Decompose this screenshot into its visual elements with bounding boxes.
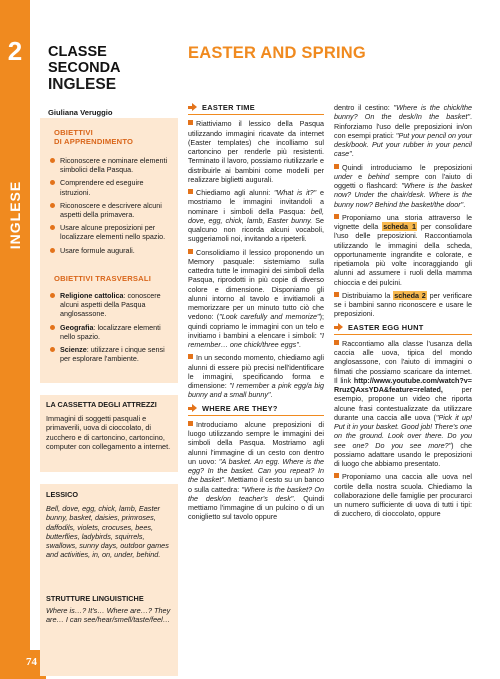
toolbox (46, 400, 172, 451)
author: Giuliana Veruggio (48, 108, 113, 117)
learning-objectives (40, 128, 178, 259)
chapter-number: 2 (7, 36, 23, 66)
arrow-right-icon (188, 404, 197, 413)
lexicon-text: Bell, dove, egg, chick, lamb, Easter bunny, basket, daisies, primroses, daffodils, violets, crocuses, bees, butterflies, ladybirds, squirrels, swallows, sunny days, outdoor games and activities, in, on, under, behind. (46, 504, 169, 560)
lexicon-heading: LESSICO (46, 490, 79, 499)
objectives-heading: OBIETTIVI DI APPRENDIMENTO (54, 128, 134, 146)
page-number: 74 (26, 656, 37, 668)
cross-objectives-list (40, 291, 178, 363)
square-bullet-icon (188, 120, 193, 125)
square-bullet-icon (188, 421, 193, 426)
list-item: Scienze: utilizzare i cinque sensi per esplorare l'ambiente. (50, 345, 172, 363)
square-bullet-icon (334, 214, 339, 219)
square-bullet-icon (334, 340, 339, 345)
cross-objectives-heading: OBIETTIVI TRASVERSALI (54, 274, 152, 283)
subject-vertical-label: INGLESE (7, 180, 23, 250)
divider (40, 472, 178, 484)
square-bullet-icon (334, 164, 339, 169)
list-item: Usare alcune preposizioni per localizzare elementi nello spazio. (50, 223, 172, 241)
page-title: EASTER AND SPRING (188, 44, 366, 62)
paragraph: Quindi introduciamo le preposizioni under e behind sempre con l'aiuto di oggetti o flashcard: "Where is the basket now? Under the chair/desk. Where is the bunny now? Behind the basket/the door". (334, 162, 472, 209)
lexicon (46, 490, 172, 560)
square-bullet-icon (334, 473, 339, 478)
square-bullet-icon (188, 189, 193, 194)
chapter-strip (0, 0, 30, 679)
left-header (48, 44, 178, 117)
section-heading-where: WHERE ARE THEY? (188, 404, 324, 416)
paragraph: Raccontiamo alla classe l'usanza della caccia alle uova, tipica del mondo anglosassone, con l'aiuto di immagini o filmati che possiamo scaricare da internet. Il link http://www.youtube.com/watch?v=RruzQAxsYDA&feature=related, per esempio, propone un video che riporta alcune frasi contestualizzate da utilizzare durante una caccia alle uova ("Pick it up! Put it in your basket. Good job! There's one on the ground. Look over there. Do you see one? Do you see more?") che possiamo adattare usando le preposizioni di luogo che abbiamo presentato. (334, 338, 473, 468)
square-bullet-icon (188, 354, 193, 359)
arrow-right-icon (188, 103, 197, 112)
list-item: Usare formule augurali. (50, 246, 172, 255)
toolbox-heading: LA CASSETTA DEGLI ATTREZZI (46, 400, 157, 409)
worksheet-ref: scheda 2 (394, 290, 426, 300)
divider (40, 383, 178, 395)
paragraph: In un secondo momento, chiediamo agli alunni di essere più precisi nell'identificare le immagini, specificando forma e dimensione: "I remember a pink egg/a big bunny and a small bunny". (188, 353, 324, 400)
class-title: CLASSE SECONDA (48, 44, 121, 76)
structures-heading: STRUTTURE LINGUISTICHE (46, 594, 144, 603)
list-item: Geografia: localizzare elementi nello spazio. (50, 323, 172, 341)
subject-title: INGLESE (48, 76, 117, 93)
list-item: Comprendere ed eseguire istruzioni. (50, 178, 172, 196)
objectives-list (40, 156, 178, 255)
square-bullet-icon (188, 249, 193, 254)
paragraph: dentro il cestino: "Where is the chick/the bunny? On the desk/In the basket". Rinforziamo l'uso delle preposizioni in/on con esempi pratici: "Put your pencil on your desk/book. Put your rubber in your pencil case". (334, 103, 472, 159)
paragraph: Consolidiamo il lessico proponendo un Memory pasquale: sistemiamo sulla cattedra tutte le immagini dei simboli della Pasqua, riprodotti in più copie di diverso colore e dimensione. Disponiamo gli alunni intorno al tavolo e invitiamoli a memorizzare per un minuto tutto ciò che vedono: ("Look carefully and memorize"); quindi copriamo le immagini con un telo e invitiamo i bambini a elencare i simboli: "I remember… one chick/three eggs". (188, 247, 324, 349)
structures (46, 594, 172, 625)
column-2 (334, 103, 472, 523)
list-item: Religione cattolica: conoscere alcuni aspetti della Pasqua anglosassone. (50, 291, 172, 319)
list-item: Riconoscere e nominare elementi simbolici della Pasqua. (50, 156, 172, 174)
paragraph: Riattiviamo il lessico della Pasqua utilizzando immagini ricavate da internet (Easter templates) che incolliamo sul cartoncino per renderle più resistenti. Terminato il lavoro, possiamo riutilizzarle e distribuirle ai bambini come modelli per realizzare biglietti augurali. (188, 119, 324, 184)
structures-text: Where is…? It's… Where are…? They are… I can see/hear/smell/taste/feel… (46, 606, 171, 625)
paragraph: Proponiamo una storia attraverso le vignette della scheda 1 per consolidare l'uso delle preposizioni. Raccontiamola utilizzando le immagini della scheda, opportunamente ingrandite e colorate, e ripetiamola più volte incoraggiando gli alunni ad assumere i ruoli della mamma chioccia e dei pulcini. (334, 212, 472, 287)
paragraph: Introduciamo alcune preposizioni di luogo utilizzando sempre le immagini dei simboli della Pasqua. Mostriamo agli alunni l'immagine di un cesto con dentro un uovo: "A basket. An egg. Where is the egg? In the basket. Can you repeat? In the basket". Mettiamo il cesto su un banco o sulla cattedra: "Where is the basket? On the desk/on teacher's desk". Quindi mettiamo l'immagine di un pulcino o di un coniglietto sul tavolo oppure (188, 419, 324, 522)
toolbox-text: Immagini di soggetti pasquali e primaverili, uova di cioccolato, di zucchero e di cartoncino, cartoncino, computer con collegamento a internet. (46, 414, 171, 451)
cross-objectives (40, 274, 178, 367)
paragraph: Chiediamo agli alunni: "What is it?" e mostriamo le immagini invitandoli a nominare i simboli della Pasqua: bell, dove, egg, chick, lamb, Easter bunny. Se qualcuno non ricorda alcuni vocaboli, suggeriamoli noi, invitando a ripeterli. (188, 188, 324, 244)
square-bullet-icon (334, 292, 339, 297)
paragraph: Distribuiamo la scheda 2 per verificare se i bambini sanno riconoscere e usare le preposizioni. (334, 290, 473, 319)
arrow-right-icon (334, 323, 343, 332)
video-link[interactable]: http://www.youtube.com/watch?v=RruzQAxsYDA&feature=related, (334, 375, 472, 394)
section-heading-easter-time: EASTER TIME (188, 103, 324, 115)
list-item: Riconoscere e descrivere alcuni aspetti della primavera. (50, 201, 172, 219)
paragraph: Proponiamo una caccia alle uova nel cortile della nostra scuola. Chiediamo la collaborazione delle famiglie per procurarci un numero sufficiente di uova di tutti i tipi: di zucchero, di cioccolato, oppure (334, 472, 472, 519)
column-1 (188, 103, 324, 526)
section-heading-egg-hunt: EASTER EGG HUNT (334, 323, 472, 335)
worksheet-ref: scheda 1 (383, 222, 416, 231)
